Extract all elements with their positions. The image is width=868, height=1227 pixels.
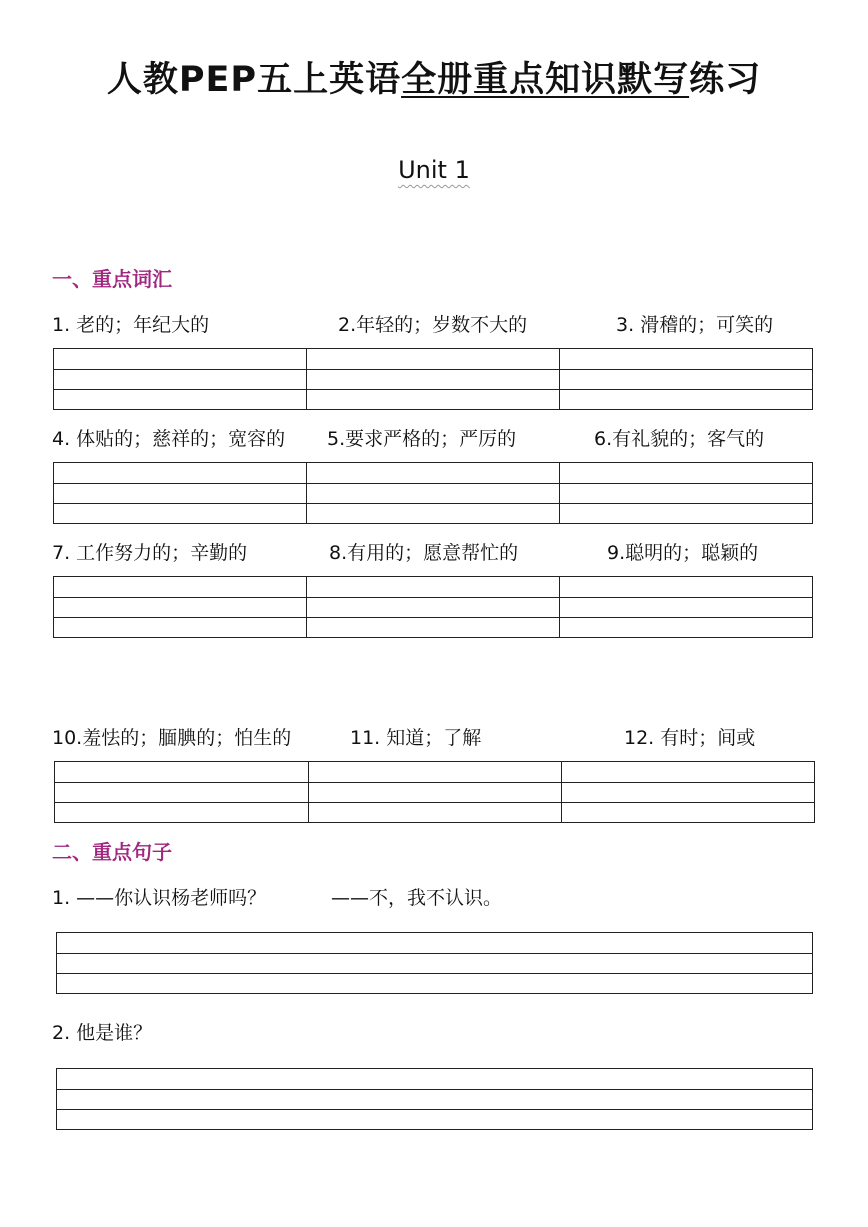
vocab-answer-grid-1 (53, 348, 813, 410)
vocab-answer-grid-4 (54, 761, 815, 823)
vocab-item-3: 3. 滑稽的；可笑的 (616, 314, 774, 336)
vocab-answer-grid-2 (53, 462, 813, 524)
vocab-item-4: 4. 体贴的；慈祥的；宽容的 (52, 428, 286, 450)
vocab-answer-grid-3 (53, 576, 813, 638)
answer-cell-9[interactable] (560, 577, 812, 637)
vocab-item-10: 10.羞怯的；腼腆的；怕生的 (52, 727, 292, 749)
vocab-item-7: 7. 工作努力的；辛勤的 (52, 542, 248, 564)
vocab-item-6: 6.有礼貌的；客气的 (594, 428, 765, 450)
sentence-1-writing-lines[interactable] (56, 932, 813, 994)
unit-label: Unit 1 (398, 156, 470, 184)
vocab-item-9: 9.聪明的；聪颖的 (607, 542, 759, 564)
title-suffix: 练习 (689, 60, 762, 100)
vocab-item-11: 11. 知道；了解 (350, 727, 482, 749)
section-vocab-heading: 一、重点词汇 (52, 267, 172, 291)
answer-cell-1[interactable] (54, 349, 306, 409)
vocab-item-1: 1. 老的；年纪大的 (52, 314, 210, 336)
answer-cell-10[interactable] (55, 762, 308, 822)
answer-cell-12[interactable] (562, 762, 814, 822)
answer-cell-3[interactable] (560, 349, 812, 409)
sentence-2-writing-lines[interactable] (56, 1068, 813, 1130)
answer-cell-7[interactable] (54, 577, 306, 637)
vocab-item-2: 2.年轻的；岁数不大的 (338, 314, 528, 336)
answer-cell-5[interactable] (307, 463, 559, 523)
answer-cell-4[interactable] (54, 463, 306, 523)
page-title (0, 52, 868, 102)
answer-cell-8[interactable] (307, 577, 559, 637)
sentence-1-answer: ——不，我不认识。 (331, 887, 503, 909)
vocab-item-5: 5.要求严格的；严厉的 (327, 428, 517, 450)
vocab-item-12: 12. 有时；间或 (624, 727, 756, 749)
answer-cell-6[interactable] (560, 463, 812, 523)
unit-heading (0, 156, 868, 184)
answer-cell-11[interactable] (309, 762, 561, 822)
section-sentences-heading: 二、重点句子 (52, 840, 172, 864)
answer-cell-2[interactable] (307, 349, 559, 409)
title-underlined: 全册重点知识默写 (401, 60, 690, 100)
title-prefix: 人教PEP五上英语 (106, 60, 402, 100)
sentence-2-question: 2. 他是谁？ (52, 1022, 153, 1044)
vocab-item-8: 8.有用的；愿意帮忙的 (329, 542, 519, 564)
sentence-1-question: 1. ——你认识杨老师吗？ (52, 887, 267, 909)
